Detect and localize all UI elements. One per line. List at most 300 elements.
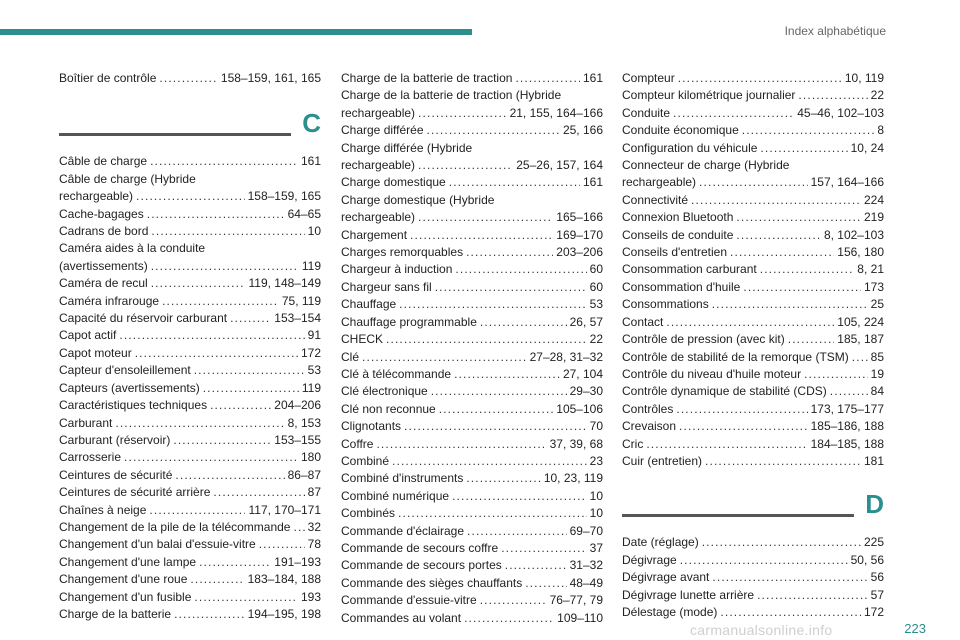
entry-label: Conseils d'entretien <box>622 245 728 260</box>
index-entry <box>622 140 884 157</box>
dot-leader <box>151 275 246 292</box>
index-entry <box>622 366 884 383</box>
index-entry <box>59 275 321 292</box>
entry-pages: 8, 102–103 <box>823 227 884 242</box>
entry-pages: 31–32 <box>569 558 603 573</box>
index-entry <box>622 192 884 209</box>
entry-pages: 50, 56 <box>850 552 884 567</box>
entry-pages: 119 <box>301 258 321 273</box>
section-letter: C <box>302 108 321 139</box>
entry-label: Contrôle de stabilité de la remorque (TSM) <box>622 349 849 364</box>
entry-pages: 180 <box>300 450 321 465</box>
entry-label: Délestage (mode) <box>622 604 718 619</box>
entry-pages: 53 <box>589 297 603 312</box>
entry-pages: 10, 23, 119 <box>543 471 603 486</box>
dot-leader <box>418 157 513 174</box>
entry-pages: 64–65 <box>287 206 321 221</box>
dot-leader <box>418 105 507 122</box>
index-entry <box>341 174 603 191</box>
entry-pages: 22 <box>870 88 884 103</box>
entry-pages: 26, 57 <box>569 314 603 329</box>
entry-pages: 157, 164–166 <box>810 175 884 190</box>
index-entry <box>59 206 321 223</box>
entry-pages: 25 <box>870 297 884 312</box>
index-entry <box>59 606 321 623</box>
entry-pages: 76–77, 79 <box>549 593 603 608</box>
entry-label: Dégivrage <box>622 552 677 567</box>
index-column-1 <box>59 70 321 623</box>
dot-leader <box>736 209 861 226</box>
dot-leader <box>124 449 298 466</box>
entry-pages: 91 <box>307 328 321 343</box>
entry-label: CHECK <box>341 332 384 347</box>
index-entry <box>622 436 884 453</box>
entry-label: Combiné numérique <box>341 488 450 503</box>
index-entry <box>341 383 603 400</box>
entry-label: Ceintures de sécurité arrière <box>59 485 211 500</box>
dot-leader <box>151 223 304 240</box>
dot-leader <box>119 327 304 344</box>
index-entry <box>341 557 603 574</box>
index-entry <box>341 331 603 348</box>
entry-label: Coffre <box>341 436 374 451</box>
entry-label: Combiné d'instruments <box>341 471 464 486</box>
dot-leader <box>175 467 284 484</box>
dot-leader <box>147 206 285 223</box>
index-entry <box>622 587 884 604</box>
index-entry <box>59 484 321 501</box>
entry-pages: 153–155 <box>274 432 321 447</box>
entry-label: Changement d'une lampe <box>59 554 197 569</box>
entry-label: Combinés <box>341 506 396 521</box>
dot-leader <box>362 349 527 366</box>
entry-pages: 119 <box>301 380 321 395</box>
dot-leader <box>515 70 580 87</box>
entry-label: Contrôle de pression (avec kit) <box>622 332 785 347</box>
dot-leader <box>386 331 587 348</box>
index-entry <box>59 397 321 414</box>
entry-pages: 8, 153 <box>287 415 321 430</box>
entry-pages: 173 <box>863 279 884 294</box>
entry-pages: 161 <box>582 71 603 85</box>
entry-label: Câble de charge <box>59 154 148 169</box>
entry-label: Commandes au volant <box>341 610 462 625</box>
entry-label: Clé non reconnue <box>341 401 436 416</box>
dot-leader <box>162 293 279 310</box>
entry-label: Conduite <box>622 105 671 120</box>
entry-label: Chauffage programmable <box>341 314 477 329</box>
entry-label: Caméra infrarouge <box>59 293 160 308</box>
index-entry <box>59 223 321 240</box>
entry-label: Conseils de conduite <box>622 227 734 242</box>
entry-label: Cric <box>622 436 644 451</box>
index-entry <box>59 415 321 432</box>
entry-pages: 172 <box>300 345 321 360</box>
index-entry <box>341 314 603 331</box>
dot-leader <box>293 519 304 536</box>
entry-label: Conduite économique <box>622 123 739 138</box>
entry-pages: 69–70 <box>569 523 603 538</box>
dot-leader <box>392 453 587 470</box>
index-entry <box>59 536 321 553</box>
entry-label: Changement d'une roue <box>59 572 188 587</box>
dot-leader <box>666 314 834 331</box>
index-entry-line: Charge domestique (Hybride <box>341 192 495 207</box>
dot-leader <box>399 296 586 313</box>
entry-pages: 225 <box>863 535 884 550</box>
entry-label: Cadrans de bord <box>59 224 149 239</box>
index-column-3 <box>622 70 884 621</box>
watermark: carmanualsonline.info <box>690 622 833 638</box>
entry-pages: 25–26, 157, 164 <box>516 158 603 173</box>
entry-pages: 181 <box>863 453 884 468</box>
entry-pages: 53 <box>307 363 321 378</box>
entry-pages: 169–170 <box>556 227 603 242</box>
index-entry <box>341 401 603 418</box>
dot-leader <box>712 569 867 586</box>
dot-leader <box>135 345 298 362</box>
index-entry <box>59 554 321 571</box>
entry-pages: 193 <box>300 589 321 604</box>
entry-label: Changement d'un fusible <box>59 589 192 604</box>
dot-leader <box>705 453 861 470</box>
dot-leader <box>712 296 868 313</box>
index-entry <box>341 523 603 540</box>
index-entry <box>59 345 321 362</box>
entry-label: Charge différée <box>341 123 424 138</box>
dot-leader <box>678 70 842 87</box>
dot-leader <box>151 258 299 275</box>
dot-leader <box>467 523 567 540</box>
section-header-d <box>622 489 884 556</box>
dot-leader <box>798 87 867 104</box>
entry-label: Changement de la pile de la télécommande <box>59 519 291 534</box>
entry-pages: 37 <box>589 540 603 555</box>
index-entry <box>622 296 884 313</box>
entry-pages: 37, 39, 68 <box>549 436 603 451</box>
dot-leader <box>736 227 821 244</box>
entry-label: Dégivrage avant <box>622 570 710 585</box>
index-entry <box>341 157 603 174</box>
entry-pages: 23 <box>589 453 603 468</box>
entry-label: Consommation carburant <box>622 262 757 277</box>
entry-pages: 70 <box>589 419 603 434</box>
entry-pages: 153–154 <box>274 311 321 326</box>
dot-leader <box>505 557 567 574</box>
entry-pages: 8 <box>877 123 884 138</box>
dot-leader <box>501 540 586 557</box>
index-entry <box>59 293 321 310</box>
entry-label: Charge de la batterie de traction <box>341 71 513 85</box>
index-entry <box>59 188 321 205</box>
index-entry <box>622 87 884 104</box>
index-entry <box>59 432 321 449</box>
index-entry <box>622 314 884 331</box>
index-entry <box>622 105 884 122</box>
entry-pages: 219 <box>863 210 884 225</box>
index-entry <box>59 502 321 519</box>
index-entry <box>622 331 884 348</box>
entry-label: Chauffage <box>341 297 397 312</box>
index-entry-line: Charge différée (Hybride <box>341 140 473 155</box>
dot-leader <box>679 418 808 435</box>
entry-pages: 86–87 <box>287 467 321 482</box>
index-entry <box>622 569 884 586</box>
dot-leader <box>788 331 835 348</box>
entry-pages: 22 <box>589 332 603 347</box>
entry-label: Caractéristiques techniques <box>59 398 208 413</box>
entry-label: Contact <box>622 314 664 329</box>
index-entry <box>59 310 321 327</box>
dot-leader <box>449 174 580 191</box>
index-entry <box>59 70 321 87</box>
entry-pages: 191–193 <box>274 554 321 569</box>
dot-leader <box>194 362 305 379</box>
entry-label: Carburant (réservoir) <box>59 432 171 447</box>
dot-leader <box>404 418 587 435</box>
index-entry-line: Caméra aides à la conduite <box>59 241 206 256</box>
entry-label: rechargeable) <box>59 189 134 204</box>
entry-label: Combiné <box>341 453 390 468</box>
index-entry-line: Câble de charge (Hybride <box>59 171 196 186</box>
dot-leader <box>525 575 566 592</box>
dot-leader <box>439 401 554 418</box>
dot-leader <box>452 488 587 505</box>
entry-label: Chargeur à induction <box>341 262 453 277</box>
index-entry <box>59 327 321 344</box>
dot-leader <box>173 432 271 449</box>
dot-leader <box>480 314 567 331</box>
index-entry <box>622 261 884 278</box>
dot-leader <box>699 174 808 191</box>
entry-pages: 172 <box>863 604 884 619</box>
section-rule <box>622 514 854 517</box>
entry-label: (avertissements) <box>59 258 148 273</box>
index-entry <box>59 589 321 606</box>
entry-pages: 85 <box>870 349 884 364</box>
index-entry <box>622 383 884 400</box>
index-entry <box>622 122 884 139</box>
index-entry <box>341 209 603 226</box>
dot-leader <box>454 366 560 383</box>
entry-label: rechargeable) <box>341 210 416 225</box>
index-entry <box>622 418 884 435</box>
entry-label: Charge domestique <box>341 175 446 190</box>
entries-c-part2 <box>341 70 603 627</box>
entry-label: Boîtier de contrôle <box>59 71 157 85</box>
dot-leader <box>466 470 540 487</box>
dot-leader <box>757 587 868 604</box>
index-entry <box>341 436 603 453</box>
entry-pages: 203–206 <box>556 245 603 260</box>
entry-label: Consommations <box>622 297 709 312</box>
index-entry <box>622 349 884 366</box>
entry-pages: 105, 224 <box>837 314 884 329</box>
entry-label: Chargeur sans fil <box>341 279 432 294</box>
entry-pages: 60 <box>589 279 603 294</box>
dot-leader <box>466 244 553 261</box>
entry-pages: 78 <box>307 537 321 552</box>
entries-top <box>59 70 321 87</box>
entry-label: Contrôle du niveau d'huile moteur <box>622 366 802 381</box>
index-entry <box>59 380 321 397</box>
entry-pages: 185–186, 188 <box>810 419 884 434</box>
entry-pages: 194–195, 198 <box>247 606 321 621</box>
entry-pages: 165–166 <box>556 210 603 225</box>
entry-label: Capot moteur <box>59 345 132 360</box>
entry-label: Contrôle dynamique de stabilité (CDS) <box>622 384 827 399</box>
index-entry <box>622 401 884 418</box>
entry-label: Commande d'essuie-vitre <box>341 593 477 608</box>
entry-pages: 109–110 <box>557 610 603 625</box>
index-entry-line: Connecteur de charge (Hybride <box>622 158 790 173</box>
entry-label: Charge de la batterie <box>59 606 172 621</box>
dot-leader <box>852 349 868 366</box>
index-entry <box>59 449 321 466</box>
entry-label: Chargement <box>341 227 408 242</box>
entries-c-part3 <box>622 70 884 470</box>
index-entry <box>622 227 884 244</box>
entry-pages: 224 <box>863 192 884 207</box>
dot-leader <box>804 366 868 383</box>
entry-label: Chaînes à neige <box>59 502 147 517</box>
entry-pages: 10 <box>589 488 603 503</box>
entry-label: Date (réglage) <box>622 535 699 550</box>
entry-pages: 204–206 <box>274 398 321 413</box>
entry-label: Contrôles <box>622 401 674 416</box>
page-header-title: Index alphabétique <box>784 24 886 38</box>
index-entry <box>341 70 603 87</box>
index-entry <box>59 467 321 484</box>
index-entry <box>341 610 603 627</box>
entry-pages: 161 <box>582 175 603 190</box>
entry-pages: 84 <box>870 384 884 399</box>
entry-pages: 48–49 <box>569 575 603 590</box>
entry-pages: 87 <box>307 485 321 500</box>
index-entry <box>341 244 603 261</box>
dot-leader <box>149 502 245 519</box>
page-number: 223 <box>904 621 926 636</box>
dot-leader <box>376 436 546 453</box>
index-entry <box>341 470 603 487</box>
entry-pages: 32 <box>307 519 321 534</box>
dot-leader <box>190 571 244 588</box>
entry-pages: 119, 148–149 <box>248 276 321 291</box>
dot-leader <box>691 192 861 209</box>
index-entry <box>341 453 603 470</box>
index-entry <box>622 70 884 87</box>
dot-leader <box>743 279 861 296</box>
dot-leader <box>230 310 271 327</box>
index-entry <box>622 174 884 191</box>
dot-leader <box>673 105 794 122</box>
dot-leader <box>194 589 298 606</box>
entry-pages: 57 <box>870 587 884 602</box>
entry-label: Clé <box>341 349 360 364</box>
section-letter: D <box>865 489 884 520</box>
entry-label: Commande de secours coffre <box>341 540 499 555</box>
entry-pages: 25, 166 <box>562 123 603 138</box>
entry-pages: 10, 119 <box>844 71 884 85</box>
index-entry <box>622 279 884 296</box>
dot-leader <box>464 610 554 627</box>
index-entry <box>341 366 603 383</box>
entry-pages: 56 <box>870 570 884 585</box>
dot-leader <box>159 70 218 87</box>
dot-leader <box>742 122 875 139</box>
dot-leader <box>210 397 271 414</box>
index-entry <box>59 362 321 379</box>
dot-leader <box>435 279 587 296</box>
entry-label: Compteur <box>622 71 675 85</box>
dot-leader <box>676 401 807 418</box>
dot-leader <box>398 505 587 522</box>
index-entry <box>59 258 321 275</box>
entry-label: Cuir (entretien) <box>622 453 703 468</box>
index-entry <box>341 349 603 366</box>
entry-pages: 10, 24 <box>850 140 884 155</box>
index-entry <box>341 296 603 313</box>
dot-leader <box>431 383 567 400</box>
entry-pages: 183–184, 188 <box>247 572 321 587</box>
dot-leader <box>760 140 847 157</box>
entry-pages: 27, 104 <box>562 366 603 381</box>
index-entry <box>341 505 603 522</box>
entry-pages: 45–46, 102–103 <box>797 105 884 120</box>
entry-pages: 29–30 <box>569 384 603 399</box>
entry-pages: 117, 170–171 <box>248 502 321 517</box>
entry-label: Crevaison <box>622 419 677 434</box>
entry-label: Carburant <box>59 415 113 430</box>
entry-pages: 105–106 <box>556 401 603 416</box>
entry-pages: 10 <box>307 224 321 239</box>
dot-leader <box>646 436 807 453</box>
entry-label: rechargeable) <box>622 175 697 190</box>
index-entry <box>622 453 884 470</box>
dot-leader <box>410 227 553 244</box>
index-entry <box>341 227 603 244</box>
dot-leader <box>259 536 305 553</box>
entry-pages: 19 <box>870 366 884 381</box>
entry-label: Clé à télécommande <box>341 366 452 381</box>
entries-c-part1 <box>59 153 321 623</box>
entry-label: Commande de secours portes <box>341 558 502 573</box>
dot-leader <box>213 484 304 501</box>
entry-pages: 158–159, 165 <box>247 189 321 204</box>
dot-leader <box>760 261 855 278</box>
dot-leader <box>730 244 834 261</box>
entry-pages: 185, 187 <box>837 332 884 347</box>
index-entry <box>341 261 603 278</box>
entry-label: Compteur kilométrique journalier <box>622 88 796 103</box>
entry-pages: 158–159, 161, 165 <box>220 71 321 85</box>
index-column-2 <box>341 70 603 627</box>
dot-leader <box>203 380 299 397</box>
dot-leader <box>115 415 284 432</box>
entry-label: Ceintures de sécurité <box>59 467 173 482</box>
entry-label: Dégivrage lunette arrière <box>622 587 755 602</box>
index-entry <box>341 418 603 435</box>
entry-label: Configuration du véhicule <box>622 140 758 155</box>
entry-pages: 21, 155, 164–166 <box>509 105 603 120</box>
entry-label: Changement d'un balai d'essuie-vitre <box>59 537 256 552</box>
index-entry <box>622 604 884 621</box>
index-entry <box>341 279 603 296</box>
entry-label: Commande des sièges chauffants <box>341 575 523 590</box>
index-entry <box>341 122 603 139</box>
entry-label: rechargeable) <box>341 158 416 173</box>
index-entry <box>341 105 603 122</box>
